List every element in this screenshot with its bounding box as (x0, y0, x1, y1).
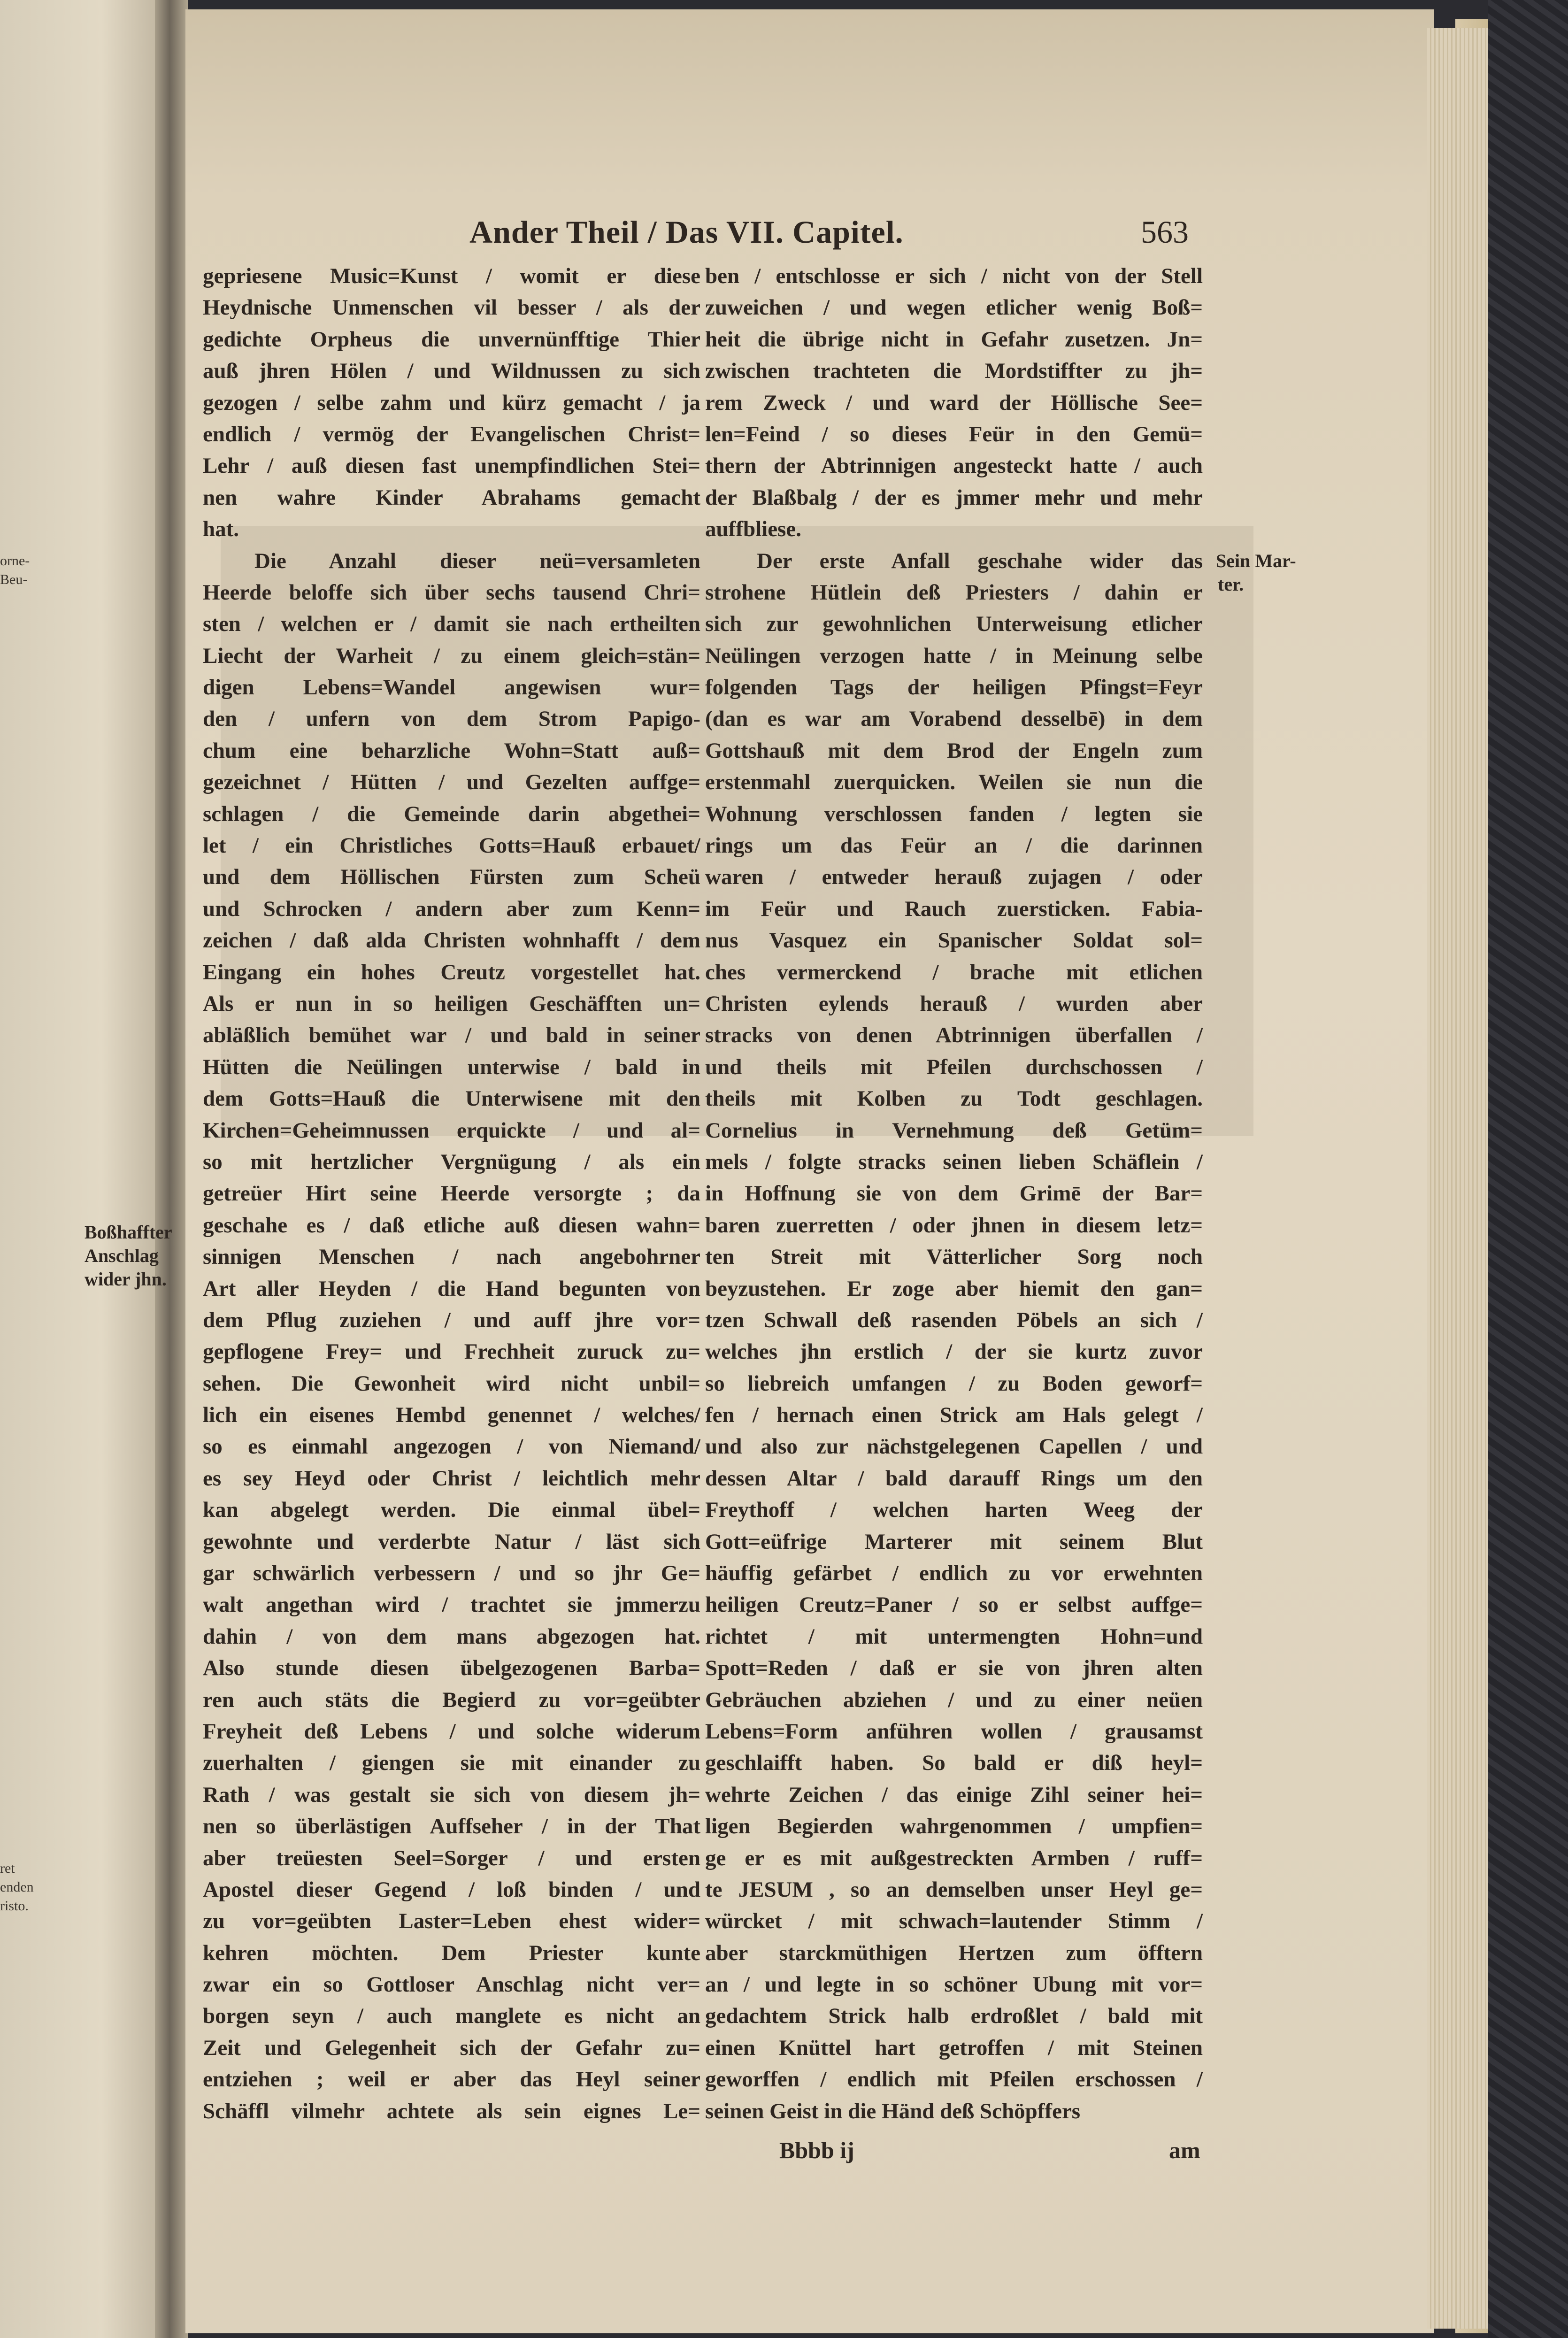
text-line: getreüer Hirt seine Heerde versorgte ; da (203, 1181, 700, 1206)
text-line: Heerde beloffe sich über sechs tausend Chri= (203, 580, 700, 605)
text-line: im Feür und Rauch zuersticken. Fabia- (705, 896, 1203, 921)
text-line: seinen Geist in die Händ deß Schöpffers (705, 2099, 1081, 2123)
text-line: Freyheit deß Lebens / und solche widerum (203, 1719, 700, 1744)
text-line: Der erste Anfall geschahe wider das (757, 548, 1203, 573)
text-line: geworffen / endlich mit Pfeilen erschossen / (705, 2067, 1203, 2092)
text-line: dem Gotts=Hauß die Unterwisene mit den (203, 1086, 700, 1111)
text-line: thern der Abtrinnigen angesteckt hatte / auch (705, 454, 1203, 478)
text-line: Neülingen verzogen hatte / in Meinung selbe (705, 643, 1203, 668)
margin-note-right (1216, 549, 1296, 596)
text-line: gezogen / selbe zahm und kürz gemacht / ja (203, 390, 700, 415)
text-line: und Schrocken / andern aber zum Kenn= (203, 896, 700, 921)
text-line: kan abgelegt werden. Die einmal übel= (203, 1498, 700, 1523)
text-line: rings um das Feür an / die darinnen (705, 833, 1203, 858)
text-line: ge er es mit außgestreckten Armben / ruff= (705, 1846, 1203, 1870)
text-line: aber starckmüthigen Hertzen zum öfftern (705, 1940, 1203, 1965)
text-line: Art aller Heyden / die Hand begunten von (203, 1276, 700, 1301)
text-line: zu vor=geübten Laster=Leben ehest wider= (203, 1909, 700, 1934)
right-text-column (705, 261, 1203, 2127)
text-line: geschlaifft haben. So bald er diß heyl= (705, 1751, 1203, 1776)
text-line: richtet / mit untermengten Hohn=und (705, 1624, 1203, 1649)
text-line: den / unfern von dem Strom Papigo- (203, 707, 700, 731)
text-line: Lehr / auß diesen fast unempfindlichen Stei= (203, 454, 700, 478)
text-line: erstenmahl zuerquicken. Weilen sie nun die (705, 770, 1203, 795)
text-line: borgen seyn / auch manglete es nicht an (203, 2004, 700, 2029)
text-line: let / ein Christliches Gotts=Hauß erbauet/ (203, 833, 700, 858)
text-line: Rath / was gestalt sie sich von diesem jh= (203, 1782, 700, 1807)
text-line: Schäffl vilmehr achtete als sein eignes Le= (203, 2099, 700, 2123)
text-line: ches vermerckend / brache mit etlichen (705, 960, 1203, 984)
text-line: zuweichen / und wegen etlicher wenig Boß= (705, 295, 1203, 320)
text-line: Lebens=Form anführen wollen / grausamst (705, 1719, 1203, 1744)
fragment-line: risto. (0, 1898, 29, 1914)
text-line: gezeichnet / Hütten / und Gezelten auffge= (203, 770, 700, 795)
text-line: sten / welchen er / damit sie nach ertheilten (203, 612, 700, 637)
running-title: Ander Theil / Das VII. Capitel. (469, 214, 904, 250)
text-line: es sey Heyd oder Christ / leichtlich mehr (203, 1466, 700, 1491)
text-line: Apostel dieser Gegend / loß binden / und (203, 1877, 700, 1902)
text-line: und also zur nächstgelegenen Capellen / und (705, 1434, 1203, 1459)
text-line: folgenden Tags der heiligen Pfingst=Feyr (705, 675, 1203, 700)
text-line: chum eine beharzliche Wohn=Statt auß= (203, 738, 700, 763)
text-line: aber treüesten Seel=Sorger / und ersten (203, 1846, 700, 1870)
text-line: sinnigen Menschen / nach angebohrner (203, 1245, 700, 1269)
catchword: am (1169, 2137, 1200, 2163)
text-line: dahin / von dem mans abgezogen hat. (203, 1624, 700, 1649)
text-line: geschahe es / daß etliche auß diesen wahn= (203, 1213, 700, 1238)
prev-page-fragment-top (0, 552, 30, 589)
text-line: wehrte Zeichen / das einige Zihl seiner hei= (705, 1782, 1203, 1807)
text-line: fen / hernach einen Strick am Hals gelegt / (705, 1403, 1203, 1428)
fragment-line: enden (0, 1879, 34, 1895)
text-line: welches jhn erstlich / der sie kurtz zuvor (705, 1339, 1203, 1364)
text-line: Die Anzahl dieser neü=versamleten (254, 548, 700, 573)
text-line: gar schwärlich verbessern / und so jhr Ge= (203, 1561, 700, 1586)
text-line: digen Lebens=Wandel angewisen wur= (203, 675, 700, 700)
text-line: so liebreich umfangen / zu Boden geworf= (705, 1371, 1203, 1396)
text-line: nus Vasquez ein Spanischer Soldat sol= (705, 928, 1203, 953)
text-line: zeichen / daß alda Christen wohnhafft / dem (203, 928, 700, 953)
text-line: gepflogene Frey= und Frechheit zuruck zu= (203, 1339, 700, 1364)
text-line: gepriesene Music=Kunst / womit er diese (203, 264, 700, 288)
text-line: te JESUM , so an demselben unser Heyl ge= (705, 1877, 1203, 1902)
text-line: entziehen ; weil er aber das Heyl seiner (203, 2067, 700, 2092)
text-line: Liecht der Warheit / zu einem gleich=stän= (203, 643, 700, 668)
text-line: baren zuerretten / oder jhnen in diesem letz= (705, 1213, 1203, 1238)
fragment-line: Beu- (0, 572, 28, 587)
page-edges (1427, 28, 1491, 2329)
text-line: ben / entschlosse er sich / nicht von der Stell (705, 264, 1203, 288)
text-line: und dem Höllischen Fürsten zum Scheü (203, 865, 700, 890)
margin-note-line: Boßhaffter (85, 1222, 172, 1243)
text-line: ligen Begierden wahrgenommen / umpfien= (705, 1814, 1203, 1839)
text-line: dem Pflug zuziehen / und auff jhre vor= (203, 1307, 700, 1332)
text-line: zwischen trachteten die Mordstiffter zu jh= (705, 359, 1203, 384)
text-line: waren / entweder herauß zujagen / oder (705, 865, 1203, 890)
text-line: dessen Altar / bald darauff Rings um den (705, 1466, 1203, 1491)
previous-page-edge (0, 0, 169, 2338)
text-line: der Blaßbalg / der es jmmer mehr und mehr (705, 485, 1203, 510)
text-line: Gott=eüfrige Marterer mit seinem Blut (705, 1529, 1203, 1554)
text-line: schlagen / die Gemeinde darin abgethei= (203, 801, 700, 826)
text-line: zuerhalten / giengen sie mit einander zu (203, 1751, 700, 1776)
text-line: gedachtem Strick halb erdroßlet / bald mit (705, 2004, 1203, 2029)
text-line: Gebräuchen abziehen / und zu einer neüen (705, 1687, 1203, 1712)
text-line: kehren möchten. Dem Priester kunte (203, 1940, 700, 1965)
text-line: häuffig gefärbet / endlich zu vor erwehnten (705, 1561, 1203, 1586)
text-line: rem Zweck / und ward der Höllische See= (705, 390, 1203, 415)
signature-mark: Bbbb ij (779, 2137, 854, 2163)
text-line: Also stunde diesen übelgezogenen Barba= (203, 1656, 700, 1681)
text-line: Wohnung verschlossen fanden / legten sie (705, 801, 1203, 826)
text-line: stracks von denen Abtrinnigen überfallen / (705, 1023, 1203, 1048)
text-line: mels / folgte stracks seinen lieben Schäflein / (705, 1149, 1203, 1174)
text-line: ten Streit mit Vätterlicher Sorg noch (705, 1245, 1203, 1269)
text-line: len=Feind / so dieses Feür in den Gemü= (705, 422, 1203, 446)
page-number: 563 (1141, 214, 1189, 250)
text-line: Kirchen=Geheimnussen erquickte / und al= (203, 1118, 700, 1143)
text-line: in Hoffnung sie von dem Grimē der Bar= (705, 1181, 1203, 1206)
fragment-line: orne- (0, 553, 30, 569)
text-line: nen so überlästigen Auffseher / in der That (203, 1814, 700, 1839)
text-line: beyzustehen. Er zoge aber hiemit den gan= (705, 1276, 1203, 1301)
text-line: gewohnte und verderbte Natur / läst sich (203, 1529, 700, 1554)
fragment-line: ret (0, 1861, 15, 1876)
margin-note-line: Sein Mar- (1216, 550, 1296, 571)
text-line: nen wahre Kinder Abrahams gemacht (203, 485, 700, 510)
text-line: heit die übrige nicht in Gefahr zusetzen. Jn= (705, 327, 1203, 352)
text-line: sehen. Die Gewonheit wird nicht unbil= (203, 1371, 700, 1396)
text-line: Zeit und Gelegenheit sich der Gefahr zu= (203, 2035, 700, 2060)
text-line: auß jhren Hölen / und Wildnussen zu sich (203, 359, 700, 384)
text-line: und theils mit Pfeilen durchschossen / (705, 1054, 1203, 1079)
text-line: Hütten die Neülingen unterwise / bald in (203, 1054, 700, 1079)
text-line: hat. (203, 517, 239, 542)
leather-binding (1488, 0, 1568, 2338)
text-line: abläßlich bemühet war / und bald in seiner (203, 1023, 700, 1048)
prev-page-fragment-bottom (0, 1859, 34, 1915)
text-line: Christen eylends herauß / wurden aber (705, 991, 1203, 1016)
text-line: so es einmahl angezogen / von Niemand/ (203, 1434, 700, 1459)
text-line: theils mit Kolben zu Todt geschlagen. (705, 1086, 1203, 1111)
text-line: heiligen Creutz=Paner / so er selbst auffge= (705, 1592, 1203, 1617)
text-line: so mit hertzlicher Vergnügung / als ein (203, 1149, 700, 1174)
text-line: würcket / mit schwach=lautender Stimm / (705, 1909, 1203, 1934)
text-line: auffbliese. (705, 517, 801, 542)
text-line: Heydnische Unmenschen vil besser / als der (203, 295, 700, 320)
text-line: an / und legte in so schöner Ubung mit vor= (705, 1972, 1203, 1997)
text-line: sich zur gewohnlichen Unterweisung etlicher (705, 612, 1203, 637)
text-line: Als er nun in so heiligen Geschäfften un= (203, 991, 700, 1016)
margin-note-line: ter. (1218, 574, 1244, 595)
margin-note-line: wider jhn. (85, 1269, 167, 1290)
text-line: Spott=Reden / daß er sie von jhren alten (705, 1656, 1203, 1681)
margin-note-line: Anschlag (85, 1245, 159, 1266)
text-line: walt angethan wird / trachtet sie jmmerzu (203, 1592, 700, 1617)
text-line: tzen Schwall deß rasenden Pöbels an sich / (705, 1307, 1203, 1332)
left-text-column (203, 261, 700, 2127)
text-line: endlich / vermög der Evangelischen Christ= (203, 422, 700, 446)
text-line: (dan es war am Vorabend desselbē) in dem (705, 707, 1203, 731)
text-line: strohene Hütlein deß Priesters / dahin er (705, 580, 1203, 605)
book-gutter (155, 0, 188, 2338)
text-line: Cornelius in Vernehmung deß Getüm= (705, 1118, 1203, 1143)
text-line: einen Knüttel hart getroffen / mit Steinen (705, 2035, 1203, 2060)
text-line: Eingang ein hohes Creutz vorgestellet hat. (203, 960, 700, 984)
margin-note-left (85, 1221, 172, 1291)
text-line: ren auch stäts die Begierd zu vor=geübter (203, 1687, 700, 1712)
text-line: lich ein eisenes Hembd genennet / welches/ (203, 1403, 700, 1428)
text-line: Gottshauß mit dem Brod der Engeln zum (705, 738, 1203, 763)
text-line: zwar ein so Gottloser Anschlag nicht ver= (203, 1972, 700, 1997)
text-line: Freythoff / welchen harten Weeg der (705, 1498, 1203, 1523)
text-line: gedichte Orpheus die unvernünfftige Thier (203, 327, 700, 352)
